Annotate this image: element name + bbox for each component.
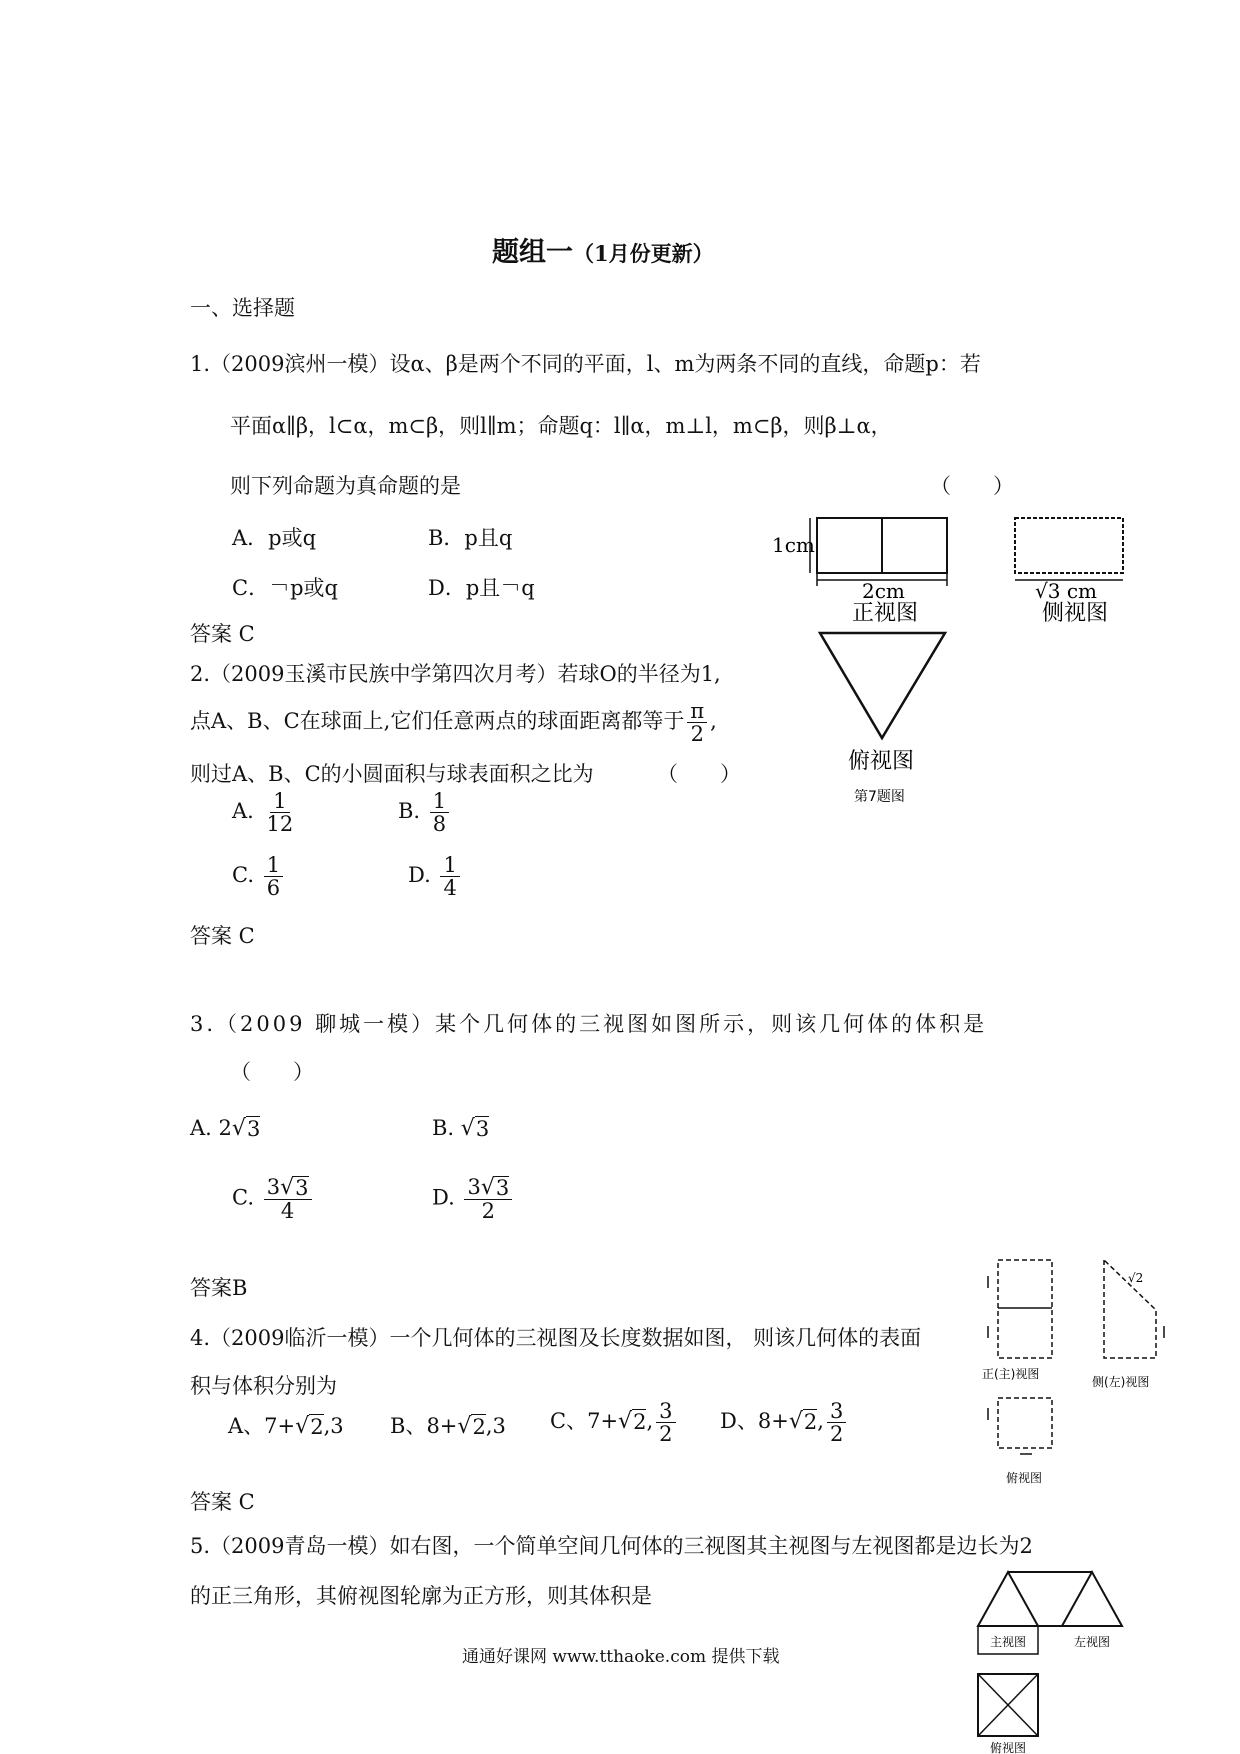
q3-option-a-label: A. [190,1116,212,1140]
q4-front-caption: 正(主)视图 [982,1367,1040,1381]
q2-option-c-frac [264,854,283,899]
figure-q5-three-views [972,1568,1134,1754]
q2-line3: 则过A、B、C的小圆面积与球表面积之比为 [190,762,594,786]
q4-option-c-frac [656,1400,675,1445]
q4-option-c-pre: 7+ [587,1409,619,1434]
q2-option-a [232,790,299,835]
q3-option-b-rad: 3 [475,1117,490,1141]
q5-main-view-triangle [978,1572,1038,1626]
q3-option-d-rad: 3 [495,1176,510,1200]
section-heading: 一、选择题 [190,296,295,320]
q2-option-a-num: 1 [270,790,289,813]
q4-sqrt-label: √2 [1128,1271,1144,1285]
side-view-caption: 侧视图 [1042,601,1109,626]
figure-q4-three-views [978,1258,1178,1488]
q4-top-view [998,1398,1052,1448]
q2-option-a-frac [264,790,297,835]
q4-top-caption: 俯视图 [1006,1471,1043,1485]
q2-pi-den: 2 [690,722,704,747]
front-width-label: 2cm [862,579,905,603]
q2-line1: 2.（2009玉溪市民族中学第四次月考）若球O的半径为1, [190,662,721,686]
q3-answer-paren: （ ） [230,1060,314,1084]
q4-option-b: B、8+ √ 2 ,3 [390,1414,506,1439]
q3-option-c-label: C. [232,1185,254,1210]
q1-line1: 1.（2009滨州一模）设α、β是两个不同的平面，l、m为两条不同的直线，命题p：若 [190,352,981,376]
q2-pi-over-2 [687,700,707,745]
q3-option-d-frac: 3 √ 3 2 [464,1176,512,1222]
q5-top-caption: 俯视图 [990,1741,1027,1754]
q2-option-c-num: 1 [264,854,283,877]
q2-line2-end: , [710,709,717,734]
q4-option-a-pre: 7+ [264,1414,296,1438]
q2-option-a-label: A. [232,799,254,824]
q5-line1: 5.（2009青岛一模）如右图，一个简单空间几何体的三视图其主视图与左视图都是边长为2 [190,1534,1033,1558]
q3-option-d [432,1176,515,1222]
q5-left-caption: 左视图 [1074,1635,1111,1649]
q3-option-c [232,1176,315,1222]
q2-option-d-num: 1 [440,854,459,877]
q4-option-d-num: 3 [827,1400,846,1423]
q1-answer: 答案 C [190,622,255,646]
q4-option-a: A、7+ √ 2 ,3 [228,1414,344,1439]
q3-option-c-den: 4 [280,1199,295,1224]
q4-line2: 积与体积分别为 [190,1374,337,1398]
q4-option-b-post: ,3 [485,1414,506,1438]
q4-option-d-rad: 2 [803,1410,818,1435]
q2-option-c-den: 6 [266,876,281,901]
q2-option-b-frac [430,790,449,835]
q2-option-c [232,854,286,899]
q2-option-d-label: D. [408,863,431,888]
q3-option-b-label: B. [432,1116,455,1140]
q4-option-d-den: 2 [829,1422,844,1447]
q4-option-d-pre: 8+ [757,1409,789,1434]
front-height-label: 1cm [772,533,815,557]
q4-line1: 4.（2009临沂一模）一个几何体的三视图及长度数据如图， 则该几何体的表面 [190,1326,922,1350]
q4-side-caption: 侧(左)视图 [1092,1375,1150,1389]
q2-option-b-den: 8 [432,812,447,837]
q3-option-a [190,1116,260,1141]
title-main: 题组一 [492,237,573,268]
q1-option-a: A．p或q [232,526,317,550]
page-title [492,230,714,269]
q2-option-c-label: C. [232,863,254,888]
q2-answer: 答案 C [190,924,255,948]
q1-option-c: C．￢p或q [232,576,338,600]
q5-line2: 的正三角形，其俯视图轮廓为正方形，则其体积是 [190,1584,652,1608]
q3-option-d-label: D. [432,1185,455,1210]
page-footer: 通通好课网 www.tthaoke.com 提供下载 [462,1647,780,1667]
figure-7-caption: 第7题图 [854,789,905,805]
q1-answer-paren: （ ） [930,474,1014,498]
q2-answer-paren: （ ） [657,762,741,786]
q2-option-b [398,790,452,835]
q4-answer: 答案 C [190,1490,255,1514]
q4-option-d-label: D、 [720,1409,758,1434]
q4-option-a-post: ,3 [323,1414,344,1438]
q3-answer: 答案B [190,1276,248,1300]
q3-option-b-sqrt: √ 3 [460,1116,490,1141]
q4-option-a-label: A、 [228,1414,265,1438]
q4-option-c-num: 3 [656,1400,675,1423]
q4-option-c: C、7+ √ 2 , $\frac{3}{2}$ [550,1400,679,1445]
q2-option-d [408,854,463,899]
q4-option-c-rad: 2 [633,1410,647,1435]
q3-option-d-coef: 3 [467,1175,481,1199]
top-view-triangle [820,633,945,738]
q4-option-b-pre: 8+ [426,1414,458,1438]
q3-option-a-sqrt: √ 3 [231,1116,261,1141]
q5-left-view-triangle [1062,1572,1122,1626]
q2-line2 [190,700,717,745]
q2-option-d-frac [440,854,459,899]
q2-option-a-den: 12 [266,812,294,837]
q4-option-a-rad: 2 [310,1415,324,1439]
q2-option-b-label: B. [398,799,421,824]
side-view-rect [1015,518,1123,573]
q4-option-d-frac [827,1400,846,1445]
q3-line1: 3.（2009 聊城一模）某个几何体的三视图如图所示，则该几何体的体积是 [190,1012,988,1036]
front-view-caption: 正视图 [852,601,919,626]
q4-option-d: D、8+ √ 2 , $\frac{3}{2}$ [720,1400,849,1445]
figure-7-three-views [770,508,1140,818]
q2-line2-text: 点A、B、C在球面上,它们任意两点的球面距离都等于 [190,709,685,734]
q2-option-d-den: 4 [443,876,457,901]
q3-option-a-coef: 2 [218,1116,232,1140]
q3-option-c-rad: 3 [295,1176,309,1200]
q3-option-d-den: 2 [481,1199,496,1224]
q4-option-b-rad: 2 [472,1415,486,1439]
q1-line3: 则下列命题为真命题的是 [230,474,461,498]
q4-option-c-label: C、 [550,1409,588,1434]
q1-option-b: B．p且q [428,526,513,550]
top-view-caption: 俯视图 [848,749,915,774]
q1-option-d: D．p且￢q [428,576,535,600]
q3-option-c-frac: 3 √ 3 4 [264,1176,312,1222]
q1-line2: 平面α∥β，l⊂α，m⊂β，则l∥m；命题q：l∥α，m⊥l，m⊂β，则β⊥α， [230,414,892,438]
q3-option-c-coef: 3 [266,1175,281,1199]
title-suffix: （1月份更新） [573,241,714,266]
q2-pi-num: π [687,700,707,723]
q5-main-caption: 主视图 [990,1635,1027,1649]
q4-front-view [998,1260,1052,1358]
q3-option-a-rad: 3 [246,1117,261,1141]
q2-option-b-num: 1 [430,790,449,813]
side-width-label: √3 cm [1035,579,1097,603]
q4-option-c-den: 2 [659,1422,673,1447]
q4-option-b-label: B、 [390,1414,427,1438]
q3-option-b [432,1116,489,1141]
